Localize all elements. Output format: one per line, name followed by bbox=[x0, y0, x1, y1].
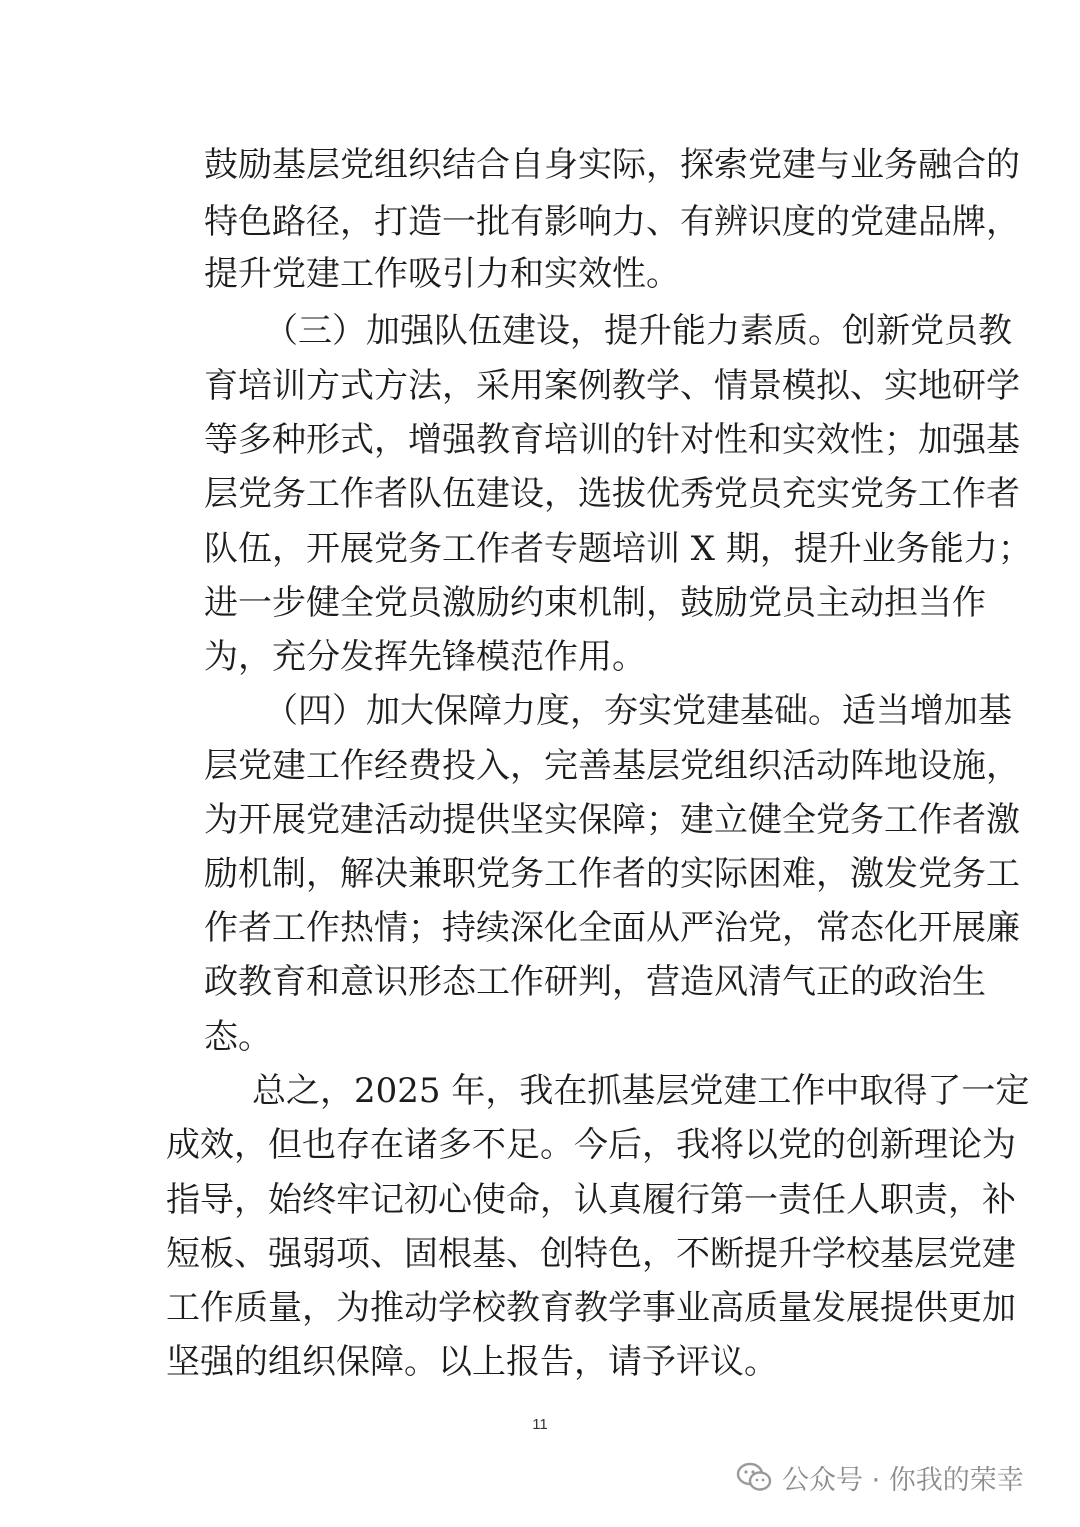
text-line: 等多种形式，增强教育培训的针对性和实效性；加强基 bbox=[204, 420, 1020, 460]
watermark-text: 公众号 · 你我的荣幸 bbox=[782, 1464, 1024, 1496]
watermark bbox=[736, 1455, 1024, 1499]
text-line: 队伍，开展党务工作者专题培训 X 期，提升业务能力； bbox=[204, 529, 1032, 569]
text-line: 短板、强弱项、固根基、创特色，不断提升学校基层党建 bbox=[166, 1234, 1016, 1274]
text-line: （四）加大保障力度，夯实党建基础。适当增加基 bbox=[264, 691, 1012, 731]
text-line: 作者工作热情；持续深化全面从严治党，常态化开展廉 bbox=[204, 908, 1020, 948]
text-line: 为，充分发挥先锋模范作用。 bbox=[204, 637, 646, 677]
text-line: 励机制，解决兼职党务工作者的实际困难，激发党务工 bbox=[204, 854, 1020, 894]
text-line: 层党建工作经费投入，完善基层党组织活动阵地设施， bbox=[204, 746, 1020, 786]
text-line: 坚强的组织保障。以上报告，请予评议。 bbox=[166, 1342, 778, 1382]
text-line: （三）加强队伍建设，提升能力素质。创新党员教 bbox=[264, 311, 1012, 351]
text-line: 鼓励基层党组织结合自身实际，探索党建与业务融合的 bbox=[204, 145, 1020, 185]
text-line: 政教育和意识形态工作研判，营造风清气正的政治生 bbox=[204, 962, 986, 1002]
wechat-icon bbox=[736, 1461, 772, 1493]
text-line: 成效，但也存在诸多不足。今后，我将以党的创新理论为 bbox=[166, 1125, 1016, 1165]
text-line: 总之，2025 年，我在抓基层党建工作中取得了一定 bbox=[252, 1071, 1030, 1111]
text-line: 层党务工作者队伍建设，选拔优秀党员充实党务工作者 bbox=[204, 474, 1020, 514]
text-line: 育培训方式方法，采用案例教学、情景模拟、实地研学 bbox=[204, 366, 1020, 406]
text-line: 工作质量，为推动学校教育教学事业高质量发展提供更加 bbox=[166, 1288, 1016, 1328]
text-line: 提升党建工作吸引力和实效性。 bbox=[204, 254, 680, 294]
text-line: 指导，始终牢记初心使命，认真履行第一责任人职责，补 bbox=[166, 1180, 1016, 1220]
text-line: 态。 bbox=[204, 1017, 272, 1057]
text-line: 为开展党建活动提供坚实保障；建立健全党务工作者激 bbox=[204, 800, 1020, 840]
text-line: 特色路径，打造一批有影响力、有辨识度的党建品牌， bbox=[204, 202, 1020, 242]
page-number: 11 bbox=[532, 1416, 548, 1433]
text-line: 进一步健全党员激励约束机制，鼓励党员主动担当作 bbox=[204, 583, 986, 623]
